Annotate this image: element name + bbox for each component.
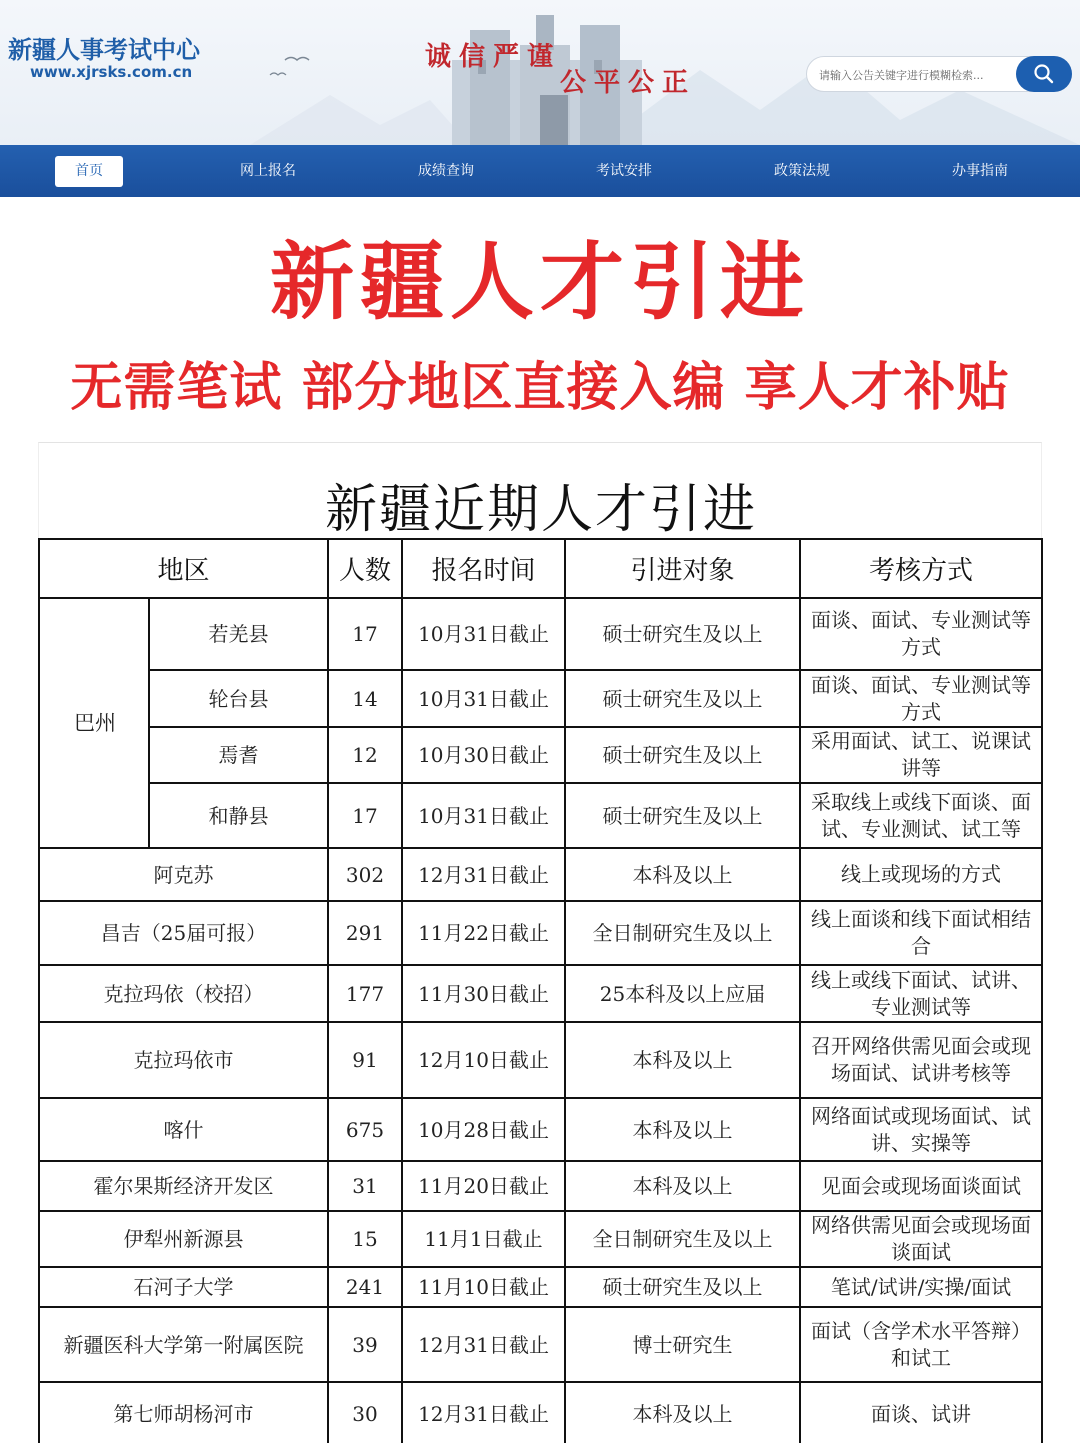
table-row [39,727,1042,783]
count-cell: 30 [328,1382,402,1443]
header-count: 人数 [328,539,402,598]
count-cell: 241 [328,1267,402,1307]
talent-table [38,538,1043,1443]
nav-item-policies[interactable]: 政策法规 [774,163,830,179]
target-cell: 硕士研究生及以上 [565,670,800,727]
method-cell: 线上或线下面试、试讲、专业测试等 [800,965,1042,1022]
header-region: 地区 [39,539,328,598]
target-cell: 硕士研究生及以上 [565,783,800,848]
deadline-cell: 11月1日截止 [402,1211,565,1267]
method-cell: 召开网络供需见面会或现场面试、试讲考核等 [800,1022,1042,1098]
deadline-cell: 10月31日截止 [402,598,565,670]
deadline-cell: 10月30日截止 [402,727,565,783]
count-cell: 177 [328,965,402,1022]
target-cell: 全日制研究生及以上 [565,901,800,965]
region-cell: 克拉玛依市 [39,1022,328,1098]
table-row [39,965,1042,1022]
nav-item-score-query[interactable]: 成绩查询 [418,163,474,179]
table-row [39,1161,1042,1211]
region-cell: 昌吉（25届可报） [39,901,328,965]
header-method: 考核方式 [800,539,1042,598]
target-cell: 硕士研究生及以上 [565,598,800,670]
count-cell: 17 [328,783,402,848]
table-row [39,598,1042,670]
method-cell: 线上或现场的方式 [800,848,1042,901]
target-cell: 硕士研究生及以上 [565,1267,800,1307]
region-cell: 克拉玛依（校招） [39,965,328,1022]
search-box [806,56,1072,92]
target-cell: 本科及以上 [565,848,800,901]
table-row [39,848,1042,901]
count-cell: 91 [328,1022,402,1098]
target-cell: 本科及以上 [565,1161,800,1211]
slogan-line-2: 公平公正 [560,68,697,98]
deadline-cell: 12月31日截止 [402,848,565,901]
method-cell: 采用面试、试工、说课试讲等 [800,727,1042,783]
target-cell: 全日制研究生及以上 [565,1211,800,1267]
promo-headline: 新疆人才引进 [269,232,810,331]
table-row [39,670,1042,727]
deadline-cell: 10月28日截止 [402,1098,565,1161]
deadline-cell: 12月10日截止 [402,1022,565,1098]
method-cell: 网络供需见面会或现场面谈面试 [800,1211,1042,1267]
site-logo-url[interactable]: www.xjrsks.com.cn [30,63,193,81]
region-cell: 伊犁州新源县 [39,1211,328,1267]
target-cell: 博士研究生 [565,1307,800,1382]
target-cell: 本科及以上 [565,1098,800,1161]
method-cell: 面谈、试讲 [800,1382,1042,1443]
count-cell: 291 [328,901,402,965]
table-row [39,1022,1042,1098]
nav-item-home[interactable]: 首页 [55,156,123,187]
header-deadline: 报名时间 [402,539,565,598]
region-group-name: 巴州 [39,598,149,848]
header-target: 引进对象 [565,539,800,598]
table-row [39,1211,1042,1267]
deadline-cell: 10月31日截止 [402,670,565,727]
search-input[interactable] [819,65,1009,85]
method-cell: 线上面谈和线下面试相结合 [800,901,1042,965]
count-cell: 12 [328,727,402,783]
table-row [39,783,1042,848]
search-button[interactable] [1016,56,1072,92]
method-cell: 面谈、面试、专业测试等方式 [800,598,1042,670]
method-cell: 笔试/试讲/实操/面试 [800,1267,1042,1307]
region-cell: 阿克苏 [39,848,328,901]
slogan-line-1: 诚信严谨 [425,42,562,72]
search-icon [1033,63,1055,85]
region-cell: 喀什 [39,1098,328,1161]
deadline-cell: 11月10日截止 [402,1267,565,1307]
main-nav [0,145,1080,197]
count-cell: 39 [328,1307,402,1382]
nav-item-exam-schedule[interactable]: 考试安排 [596,163,652,179]
count-cell: 31 [328,1161,402,1211]
site-header [0,0,1080,145]
region-cell: 石河子大学 [39,1267,328,1307]
count-cell: 17 [328,598,402,670]
region-cell: 霍尔果斯经济开发区 [39,1161,328,1211]
count-cell: 15 [328,1211,402,1267]
deadline-cell: 11月30日截止 [402,965,565,1022]
table-row [39,901,1042,965]
count-cell: 675 [328,1098,402,1161]
region-cell: 轮台县 [149,670,328,727]
table-row [39,1307,1042,1382]
region-cell: 若羌县 [149,598,328,670]
target-cell: 本科及以上 [565,1022,800,1098]
count-cell: 302 [328,848,402,901]
region-cell: 焉耆 [149,727,328,783]
nav-item-service-guide[interactable]: 办事指南 [952,163,1008,179]
method-cell: 采取线上或线下面谈、面试、专业测试、试工等 [800,783,1042,848]
method-cell: 见面会或现场面谈面试 [800,1161,1042,1211]
target-cell: 本科及以上 [565,1382,800,1443]
deadline-cell: 11月20日截止 [402,1161,565,1211]
method-cell: 面试（含学术水平答辩）和试工 [800,1307,1042,1382]
region-cell: 第七师胡杨河市 [39,1382,328,1443]
promo-subheadline: 无需笔试 部分地区直接入编 享人才补贴 [70,357,1010,418]
deadline-cell: 12月31日截止 [402,1382,565,1443]
deadline-cell: 12月31日截止 [402,1307,565,1382]
table-header-row [39,539,1042,598]
target-cell: 硕士研究生及以上 [565,727,800,783]
table-row [39,1267,1042,1307]
target-cell: 25本科及以上应届 [565,965,800,1022]
site-logo-title[interactable]: 新疆人事考试中心 [8,36,200,64]
table-title: 新疆近期人才引进 [324,480,757,540]
nav-item-online-registration[interactable]: 网上报名 [240,163,296,179]
deadline-cell: 10月31日截止 [402,783,565,848]
method-cell: 网络面试或现场面试、试讲、实操等 [800,1098,1042,1161]
table-row [39,1098,1042,1161]
table-row [39,1382,1042,1443]
count-cell: 14 [328,670,402,727]
deadline-cell: 11月22日截止 [402,901,565,965]
region-cell: 和静县 [149,783,328,848]
region-cell: 新疆医科大学第一附属医院 [39,1307,328,1382]
method-cell: 面谈、面试、专业测试等方式 [800,670,1042,727]
